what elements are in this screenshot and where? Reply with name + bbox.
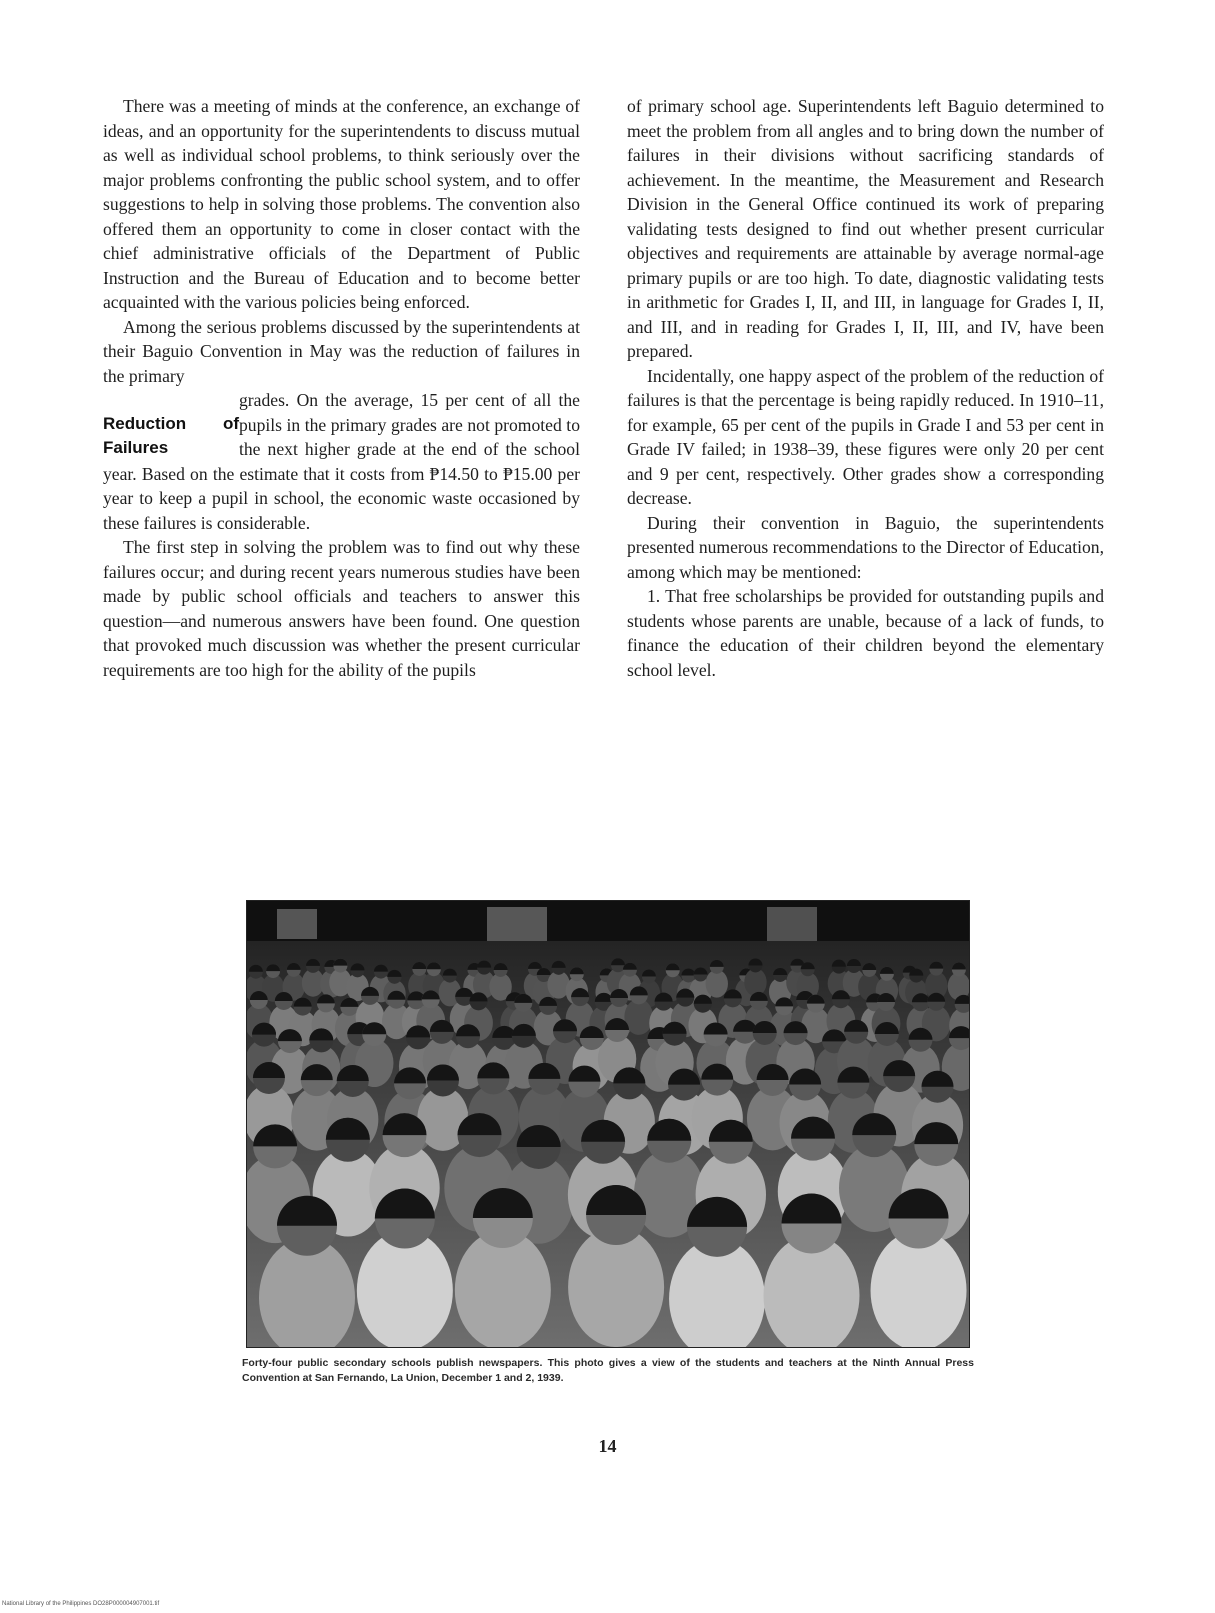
paragraph: of primary school age. Superintendents left Baguio determined to meet the problem from all angles and to bring down the number of failures in their divisions without sacrificing standards of achievement. In the meantime, the Measurement and Research Division in the General Office continued its work of preparing validating tests designed to find out whether present curricular objectives and requirements are attainable by average normal-age primary pupils or are too high. To date, diagnostic validating tests in arithmetic for Grades I, II, and III, in language for Grades I, II, and III, and in reading for Grades I, II, III, and IV, have been prepared.	[627, 96, 1104, 361]
paragraph: Incidentally, one happy aspect of the problem of the reduction of failures is that the percentage is being rapidly reduced. In 1910–11, for example, 65 per cent of the pupils in Grade I and 53 per cent in Grade IV failed; in 1938–39, these figures were only 20 per cent and 9 per cent, respectively. Other grades show a corresponding decrease.	[627, 365, 1104, 508]
paragraph: 1. That free scholarships be provided for outstanding pupils and students whose parents are unable, because of a lack of funds, to finance the education of their children beyond the elementary school level.	[627, 586, 1104, 680]
paragraph: During their convention in Baguio, the superintendents presented numerous recommendations to the Director of Education, among which may be mentioned:	[627, 512, 1104, 582]
footer-stamp: National Library of the Philippines DO28P000004907001.tif	[2, 1601, 160, 1607]
crowd-figure-body	[744, 968, 766, 996]
convention-photo	[246, 900, 970, 1348]
paragraph: Among the serious problems discussed by the superintendents at their Baguio Convention in May was the reduction of failures in the primary	[103, 316, 580, 386]
side-heading: Reduction of Failures	[103, 414, 239, 457]
photo-caption: Forty-four public secondary schools publish newspapers. This photo gives a view of the students and teachers at the Ninth Annual Press Convention at San Fernando, La Union, December 1 and 2, 1939.	[242, 1357, 974, 1384]
paragraph: grades. On the average, 15 per cent of all the pupils in the primary grades are not promoted to the next higher grade at the end of the school year. Based on the estimate that it costs from ₱14.50 to ₱15.00 per year to keep a pupil in school, the economic waste occasioned by these failures is considerable.	[103, 390, 580, 533]
left-column	[103, 94, 580, 682]
paragraph: The first step in solving the problem was to find out why these failures occur; and during recent years numerous studies have been made by public school officials and teachers to answer this question—and numerous answers have been found. One question that provoked much discussion was whether the present curricular requirements are too high for the ability of the pupils	[103, 537, 580, 680]
side-heading-block	[103, 388, 580, 535]
crowd-photo-image	[247, 901, 969, 1347]
paragraph: There was a meeting of minds at the conference, an exchange of ideas, and an opportunity for the superintendents to discuss mutual as well as individual school problems, to think seriously over the major problems confronting the public school system, and to offer suggestions to help in solving those problems. The convention also offered them an opportunity to come in closer contact with the chief administrative officials of the Department of Public Instruction and the Bureau of Education and to become better acquainted with the various policies being enforced.	[103, 96, 580, 312]
right-column	[627, 94, 1104, 682]
page-number: 14	[598, 1436, 617, 1456]
